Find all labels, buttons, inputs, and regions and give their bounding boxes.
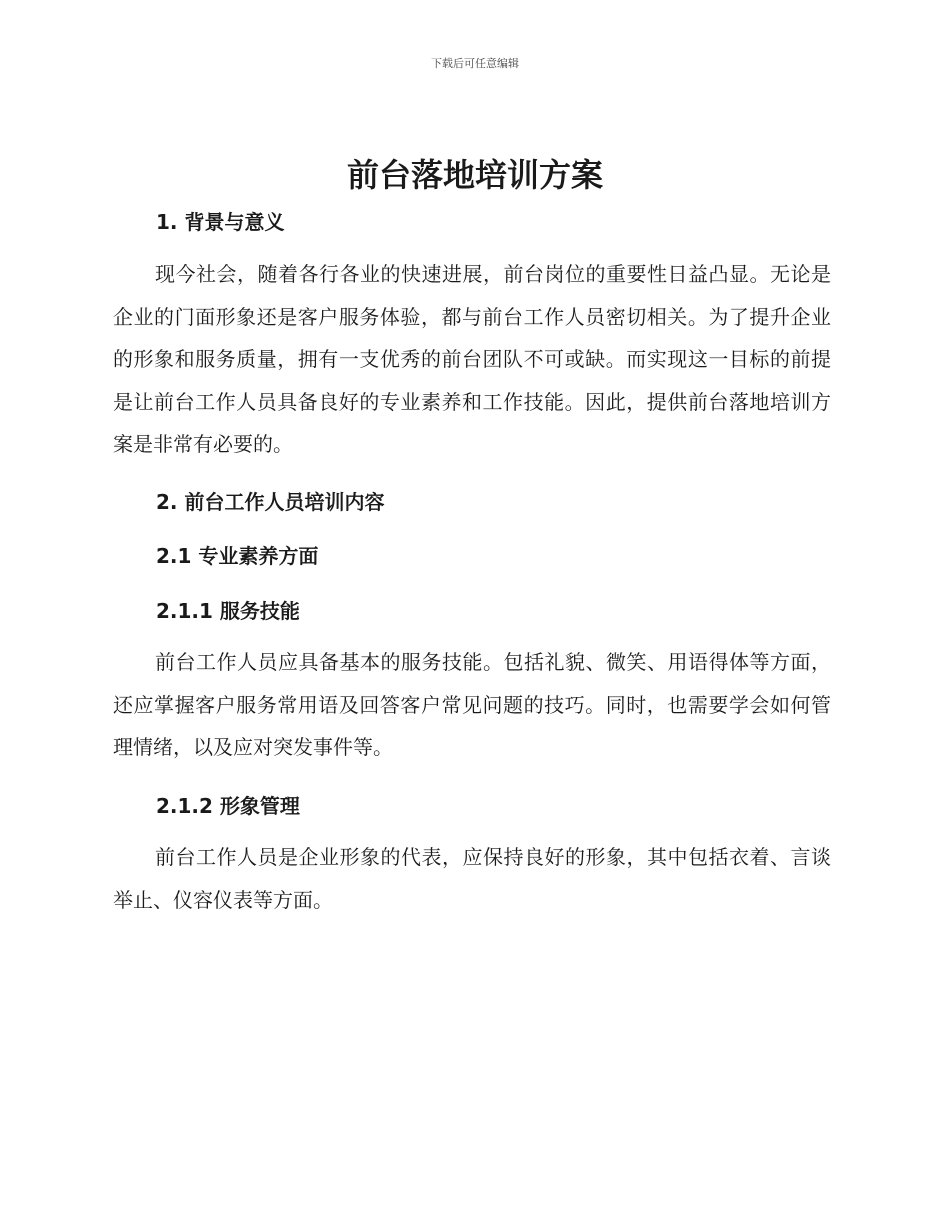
- document-title: 前台落地培训方案: [346, 156, 603, 194]
- section-heading-image-management: 2.1.2 形象管理: [156, 794, 300, 818]
- section-heading-background: 1. 背景与意义: [156, 210, 285, 234]
- page-header-note: 下载后可任意编辑: [431, 57, 519, 70]
- section-heading-training-content: 2. 前台工作人员培训内容: [156, 490, 385, 514]
- section-heading-service-skills: 2.1.1 服务技能: [156, 599, 300, 623]
- paragraph-background: 现今社会，随着各行各业的快速进展，前台岗位的重要性日益凸显。无论是企业的门面形象还是客户服务体验，都与前台工作人员密切相关。为了提升企业的形象和服务质量，拥有一支优秀的前台团队不可或缺。而实现这一目标的前提是让前台工作人员具备良好的专业素养和工作技能。因此，提供前台落地培训方案是非常有必要的。: [113, 262, 831, 456]
- paragraph-image-management: 前台工作人员是企业形象的代表，应保持良好的形象，其中包括衣着、言谈举止、仪容仪表等方面。: [113, 845, 831, 912]
- paragraph-service-skills: 前台工作人员应具备基本的服务技能。包括礼貌、微笑、用语得体等方面，还应掌握客户服务常用语及回答客户常见问题的技巧。同时，也需要学会如何管理情绪，以及应对突发事件等。: [113, 650, 831, 759]
- section-heading-professional-quality: 2.1 专业素养方面: [156, 544, 319, 568]
